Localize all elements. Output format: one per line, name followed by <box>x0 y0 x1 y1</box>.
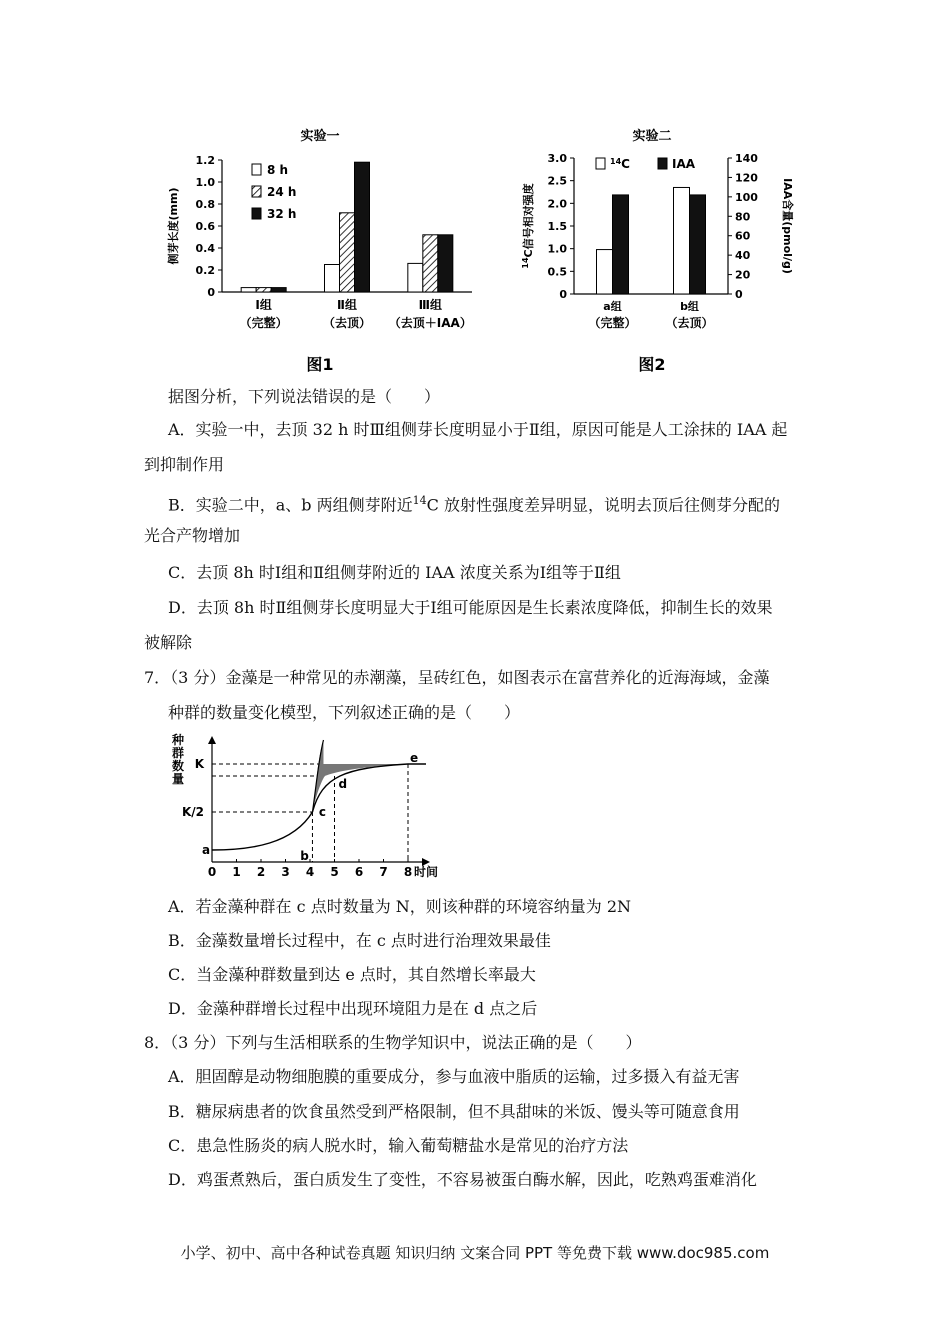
legend-label-text: IAA <box>672 157 696 171</box>
y-tick-label-left: 1.0 <box>547 242 567 256</box>
category-note: （完整） <box>588 316 637 330</box>
y-tick-label-right: 120 <box>735 171 758 185</box>
y-axis-label-left-sup: 14 <box>521 257 530 269</box>
y-axis-label-char: 数 <box>172 759 185 773</box>
y-tick-label: 0.2 <box>195 264 215 277</box>
q6-option-a-line2: 到抑制作用 <box>144 455 225 474</box>
q8-option-a: A．胆固醇是动物细胞膜的重要成分，参与血液中脂质的运输，过多摄入有益无害 <box>168 1067 740 1086</box>
x-tick-label: 7 <box>379 865 388 879</box>
q6-option-d-line2: 被解除 <box>144 633 193 652</box>
x-axis-label: 时间 <box>414 865 439 879</box>
y-tick-label: 1.2 <box>195 154 215 167</box>
q7-option-d: D．金藻种群增长过程中出现环境阻力是在 d 点之后 <box>168 999 538 1018</box>
q8-option-c: C．患急性肠炎的病人脱水时，输入葡萄糖盐水是常见的治疗方法 <box>168 1136 629 1155</box>
bar-24h-1 <box>256 288 271 292</box>
legend-label: 8 h <box>267 163 289 177</box>
bar-8h-3 <box>408 263 423 292</box>
x-tick-label: 6 <box>354 865 364 879</box>
x-tick-label: 5 <box>330 865 339 879</box>
question-8: 8．（3 分）下列与生活相联系的生物学知识中，说法正确的是（ ） <box>144 1033 642 1052</box>
point-label-b: b <box>300 849 309 863</box>
legend-label: 24 h <box>267 185 297 199</box>
bar-24h-2 <box>340 213 355 292</box>
chart-title: 实验二 <box>632 129 672 144</box>
q7-option-b: B．金藻数量增长过程中，在 c 点时进行治理效果最佳 <box>168 931 551 950</box>
figure-caption: 图1 <box>306 355 334 374</box>
q8-option-d: D．鸡蛋煮熟后，蛋白质发生了变性，不容易被蛋白酶水解，因此，吃熟鸡蛋难消化 <box>168 1170 757 1189</box>
q6-option-c: C．去顶 8h 时Ⅰ组和Ⅱ组侧芽附近的 IAA 浓度关系为Ⅰ组等于Ⅱ组 <box>168 563 621 582</box>
y-tick-label-right: 80 <box>735 210 751 224</box>
q6-option-d-line1: D．去顶 8h 时Ⅱ组侧芽长度明显大于Ⅰ组可能原因是生长素浓度降低，抑制生长的效果 <box>168 598 773 617</box>
legend-label-sup: 14 <box>610 157 622 166</box>
point-label-d: d <box>338 777 348 791</box>
q7-option-c: C．当金藻种群数量到达 e 点时，其自然增长率最大 <box>168 965 536 984</box>
x-tick-label: 0 <box>207 865 217 879</box>
chart-title: 实验一 <box>300 129 340 144</box>
y-axis-label-right: IAA含量(pmol/g) <box>781 178 794 274</box>
y-label-k: K <box>194 757 204 771</box>
bar-C-1 <box>597 250 613 294</box>
y-tick-label-left: 2.5 <box>547 174 567 188</box>
bar-IAA-1 <box>613 195 629 294</box>
y-tick-label-right: 40 <box>735 249 751 263</box>
category-note: （去顶＋IAA） <box>388 316 472 330</box>
chart-population-growth <box>168 733 439 884</box>
y-tick-label: 0 <box>207 286 215 299</box>
q6-option-a-line1: A．实验一中，去顶 32 h 时Ⅲ组侧芽长度明显小于Ⅱ组，原因可能是人工涂抹的 IAA 起 <box>168 420 788 439</box>
q8-option-b: B．糖尿病患者的饮食虽然受到严格限制，但不具甜味的米饭、馒头等可随意食用 <box>168 1102 740 1121</box>
x-tick-label: 2 <box>256 865 266 879</box>
y-tick-label-right: 140 <box>735 152 758 165</box>
category-note: （去顶） <box>322 316 372 330</box>
point-label-e: e <box>410 751 419 765</box>
category-label: a组 <box>603 300 622 313</box>
question-6-intro: 据图分析，下列说法错误的是（ ） <box>168 387 441 406</box>
bar-8h-2 <box>325 265 340 293</box>
category-note: （去顶） <box>665 316 714 330</box>
legend-swatch <box>596 158 605 169</box>
legend-swatch <box>252 186 261 197</box>
y-tick-label-left: 0.5 <box>547 265 567 279</box>
y-tick-label: 0.8 <box>195 198 215 211</box>
q7-option-a: A．若金藻种群在 c 点时数量为 N，则该种群的环境容纳量为 2N <box>168 897 632 916</box>
x-tick-label: 4 <box>305 865 315 879</box>
legend-label: 32 h <box>267 207 297 221</box>
legend-swatch <box>252 164 261 175</box>
bar-32h-2 <box>355 162 370 292</box>
legend-swatch <box>658 158 667 169</box>
y-axis-label <box>171 732 184 786</box>
environmental-resistance-area <box>312 740 408 812</box>
question-7-line2: 种群的数量变化模型，下列叙述正确的是（ ） <box>168 703 521 722</box>
y-tick-label-right: 0 <box>735 288 743 301</box>
y-tick-label-left: 1.5 <box>547 220 567 233</box>
bar-32h-1 <box>271 288 286 292</box>
q6-option-b-line1: B．实验二中，a、b 两组侧芽附近$^{14}$C 放射性强度差异明显，说明去顶后往侧芽分配的 <box>168 494 780 515</box>
category-label: Ⅱ组 <box>337 298 357 312</box>
category-label: Ⅰ组 <box>255 298 272 312</box>
legend-label <box>672 157 696 171</box>
y-tick-label: 0.6 <box>195 220 215 233</box>
category-label: b组 <box>680 300 699 313</box>
y-tick-label-left: 3.0 <box>547 152 567 165</box>
legend-label <box>610 157 630 171</box>
y-axis-label-left <box>521 183 535 268</box>
bar-8h-1 <box>241 288 256 292</box>
y-tick-label-right: 100 <box>735 190 758 204</box>
y-tick-label-left: 2.0 <box>547 197 567 211</box>
category-note: （完整） <box>239 316 288 330</box>
bar-IAA-2 <box>690 195 706 294</box>
x-tick-label: 1 <box>232 865 241 879</box>
y-axis-arrow <box>208 736 216 744</box>
question-7-line1: 7．（3 分）金藻是一种常见的赤潮藻，呈砖红色，如图表示在富营养化的近海海域，金藻 <box>144 668 770 687</box>
figure-caption: 图2 <box>638 355 666 374</box>
y-axis-label-char: 种 <box>172 733 185 747</box>
chart-experiment-one <box>160 118 480 378</box>
q6-option-b-line2: 光合产物增加 <box>144 526 241 545</box>
x-tick-label: 8 <box>403 865 413 879</box>
y-tick-label-right: 60 <box>735 229 751 243</box>
y-axis-label-char: 群 <box>172 746 185 760</box>
y-tick-label: 1.0 <box>195 176 215 189</box>
y-tick-label: 0.4 <box>195 242 215 255</box>
y-tick-label-right: 20 <box>735 268 751 282</box>
legend-label-text: C <box>621 157 630 171</box>
category-label: Ⅲ组 <box>418 298 443 312</box>
legend-swatch <box>252 208 261 219</box>
bar-32h-3 <box>438 235 453 292</box>
page-footer: 小学、初中、高中各种试卷真题 知识归纳 文案合同 PPT 等免费下载 www.doc985.com <box>180 1244 770 1262</box>
y-tick-label-left: 0 <box>559 288 567 301</box>
bar-24h-3 <box>423 235 438 292</box>
y-axis-label-char: 量 <box>172 772 185 786</box>
point-label-c: c <box>318 805 327 819</box>
y-label-k2: K/2 <box>181 805 204 819</box>
chart-experiment-two <box>512 118 802 378</box>
x-tick-label: 3 <box>281 865 290 879</box>
point-label-a: a <box>202 843 211 857</box>
y-axis-label-left-text: C信号相对强度 <box>522 183 535 258</box>
bar-C-2 <box>674 187 690 294</box>
y-axis-label: 侧芽长度(mm) <box>167 187 180 265</box>
